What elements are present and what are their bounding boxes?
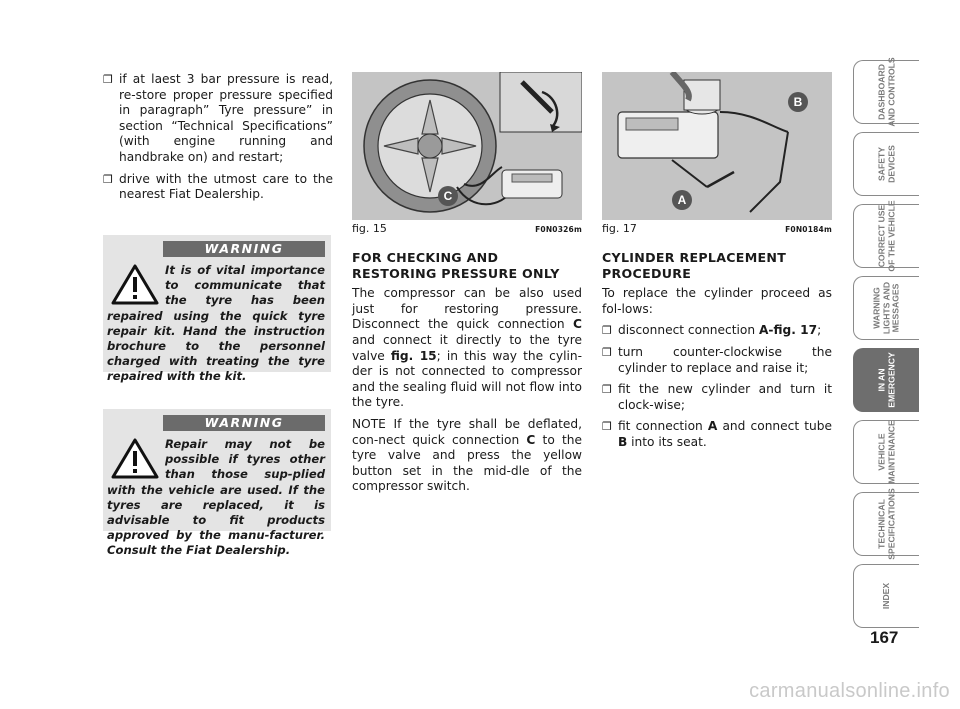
bullet-text: drive with the utmost care to the nearest Fiat Dealership. [119,171,333,202]
text-run-bold: C [526,432,536,447]
page-number: 167 [870,628,899,647]
section-title [352,250,582,281]
text-run: and connect it directly to the tyre valve [352,332,582,363]
checkbox-bullet-icon: ❒ [602,324,612,338]
text-run: and connect tube [717,419,832,434]
checkbox-bullet-icon: ❒ [602,383,612,397]
checkbox-bullet-icon: ❒ [103,73,113,86]
paragraph [352,286,582,411]
tab-label: DASHBOARD AND CONTROLS [875,57,896,127]
bullet-text [618,323,832,339]
figure-17-code: F0N0184m [785,225,832,234]
fig17-label-a: A [677,193,687,207]
tab-safety-devices[interactable] [853,132,919,196]
tyre-compressor-illustration [352,72,582,220]
warning-box [103,409,331,558]
tab-label: CORRECT USE OF THE VEHICLE [875,200,896,272]
section-title-line: FOR CHECKING AND [352,250,499,265]
bullet-item [602,345,832,376]
bullet-text: if at laest 3 bar pressure is read, re-store proper pressure specified in paragraph” Tyre pressure” in section “Technical Specifications” (with engine running and handbrake on) and restart; [119,72,333,164]
bullet-text [618,419,832,450]
section-title [602,250,832,281]
tab-in-an-emergency[interactable] [853,348,919,412]
text-run-bold: fig. 15 [390,348,437,363]
tab-label: VEHICLE MAINTENANCE [875,420,896,484]
text-run-bold: C [573,317,582,332]
figure-15-code: F0N0326m [535,225,582,234]
warning-heading: WARNING [163,415,325,431]
section-tabs [853,57,919,636]
tab-warning-lights[interactable] [853,276,919,340]
tab-vehicle-maintenance[interactable] [853,420,919,484]
right-column [602,250,832,457]
text-run: into its seat. [627,434,707,449]
paragraph [352,417,582,495]
tab-dashboard-and-controls[interactable] [853,57,919,127]
text-run-bold: A-fig. 17 [758,323,818,338]
bullet-text: fit the new cylinder and turn it clock-wise; [618,382,832,412]
figure-15-caption: fig. 15 [352,222,387,235]
warning-heading: WARNING [163,241,325,257]
tab-label: WARNING LIGHTS AND MESSAGES [871,281,901,335]
bullet-item [103,172,333,203]
tab-label: TECHNICAL SPECIFICATIONS [875,488,896,560]
checkbox-bullet-icon: ❒ [602,420,612,434]
bullet-item [103,72,333,166]
warning-text: It is of vital importance to communicate that the tyre has been repaired using the quick tyre repair kit. Hand the instruction brochure to the personnel charged with treating the tyre repaired with the kit. [107,263,325,384]
text-run-bold: B [618,434,628,449]
fig17-label-b: B [793,95,803,109]
figure-15-illustration [352,72,582,220]
figure-15-caption-row [352,222,582,235]
paragraph: To replace the cylinder proceed as fol-lows: [602,286,832,316]
bullet-item [602,419,832,450]
warning-text: Repair may not be possible if tyres other than those sup-plied with the vehicle are used. If the tyres are replaced, it is advisable to fit products approved by the manu-facturer. Consult the Fiat Dealership. [107,437,325,558]
bullet-item [602,323,832,339]
figure-17-illustration [602,72,832,220]
tab-technical-specifications[interactable] [853,488,919,560]
figure-17-caption: fig. 17 [602,222,637,235]
section-title-line: RESTORING PRESSURE ONLY [352,265,560,281]
figure-17-caption-row [602,222,832,235]
tab-label: IN AN EMERGENCY [875,352,896,408]
warning-triangle-icon [111,263,159,305]
checkbox-bullet-icon: ❒ [103,172,113,186]
watermark: carmanualsonline.info [749,680,950,702]
text-run: ; in this way the cylin-der is not connected to compressor and the sealing fluid will not flow into the tyre. [352,348,582,410]
warning-box [103,235,331,384]
text-run-bold: A [707,419,718,434]
text-run: to the tyre valve and press the yellow button set in the mid-dle of the compressor switch. [352,432,583,494]
middle-column [352,250,582,501]
text-run: The compressor can be also used just for restoring pressure. Disconnect the quick connection [352,286,582,332]
tab-label: SAFETY DEVICES [875,145,896,183]
tab-correct-use[interactable] [853,200,919,272]
text-run: disconnect connection [618,323,759,338]
section-title-line: PROCEDURE [602,265,692,281]
warning-triangle-icon [111,437,159,479]
tab-label: INDEX [880,582,891,610]
checkbox-bullet-icon: ❒ [602,345,612,359]
bullet-item [602,382,832,413]
bullet-text: turn counter-clockwise the cylinder to replace and raise it; [618,344,832,375]
text-run: NOTE If the tyre shall be deflated, con-nect quick connection [352,416,582,447]
tab-index[interactable] [853,564,919,628]
fig15-label-c: C [443,189,453,203]
text-run: fit connection [618,419,708,434]
section-title-line: CYLINDER REPLACEMENT [602,250,787,265]
text-run: ; [817,323,822,338]
left-column [103,72,333,209]
